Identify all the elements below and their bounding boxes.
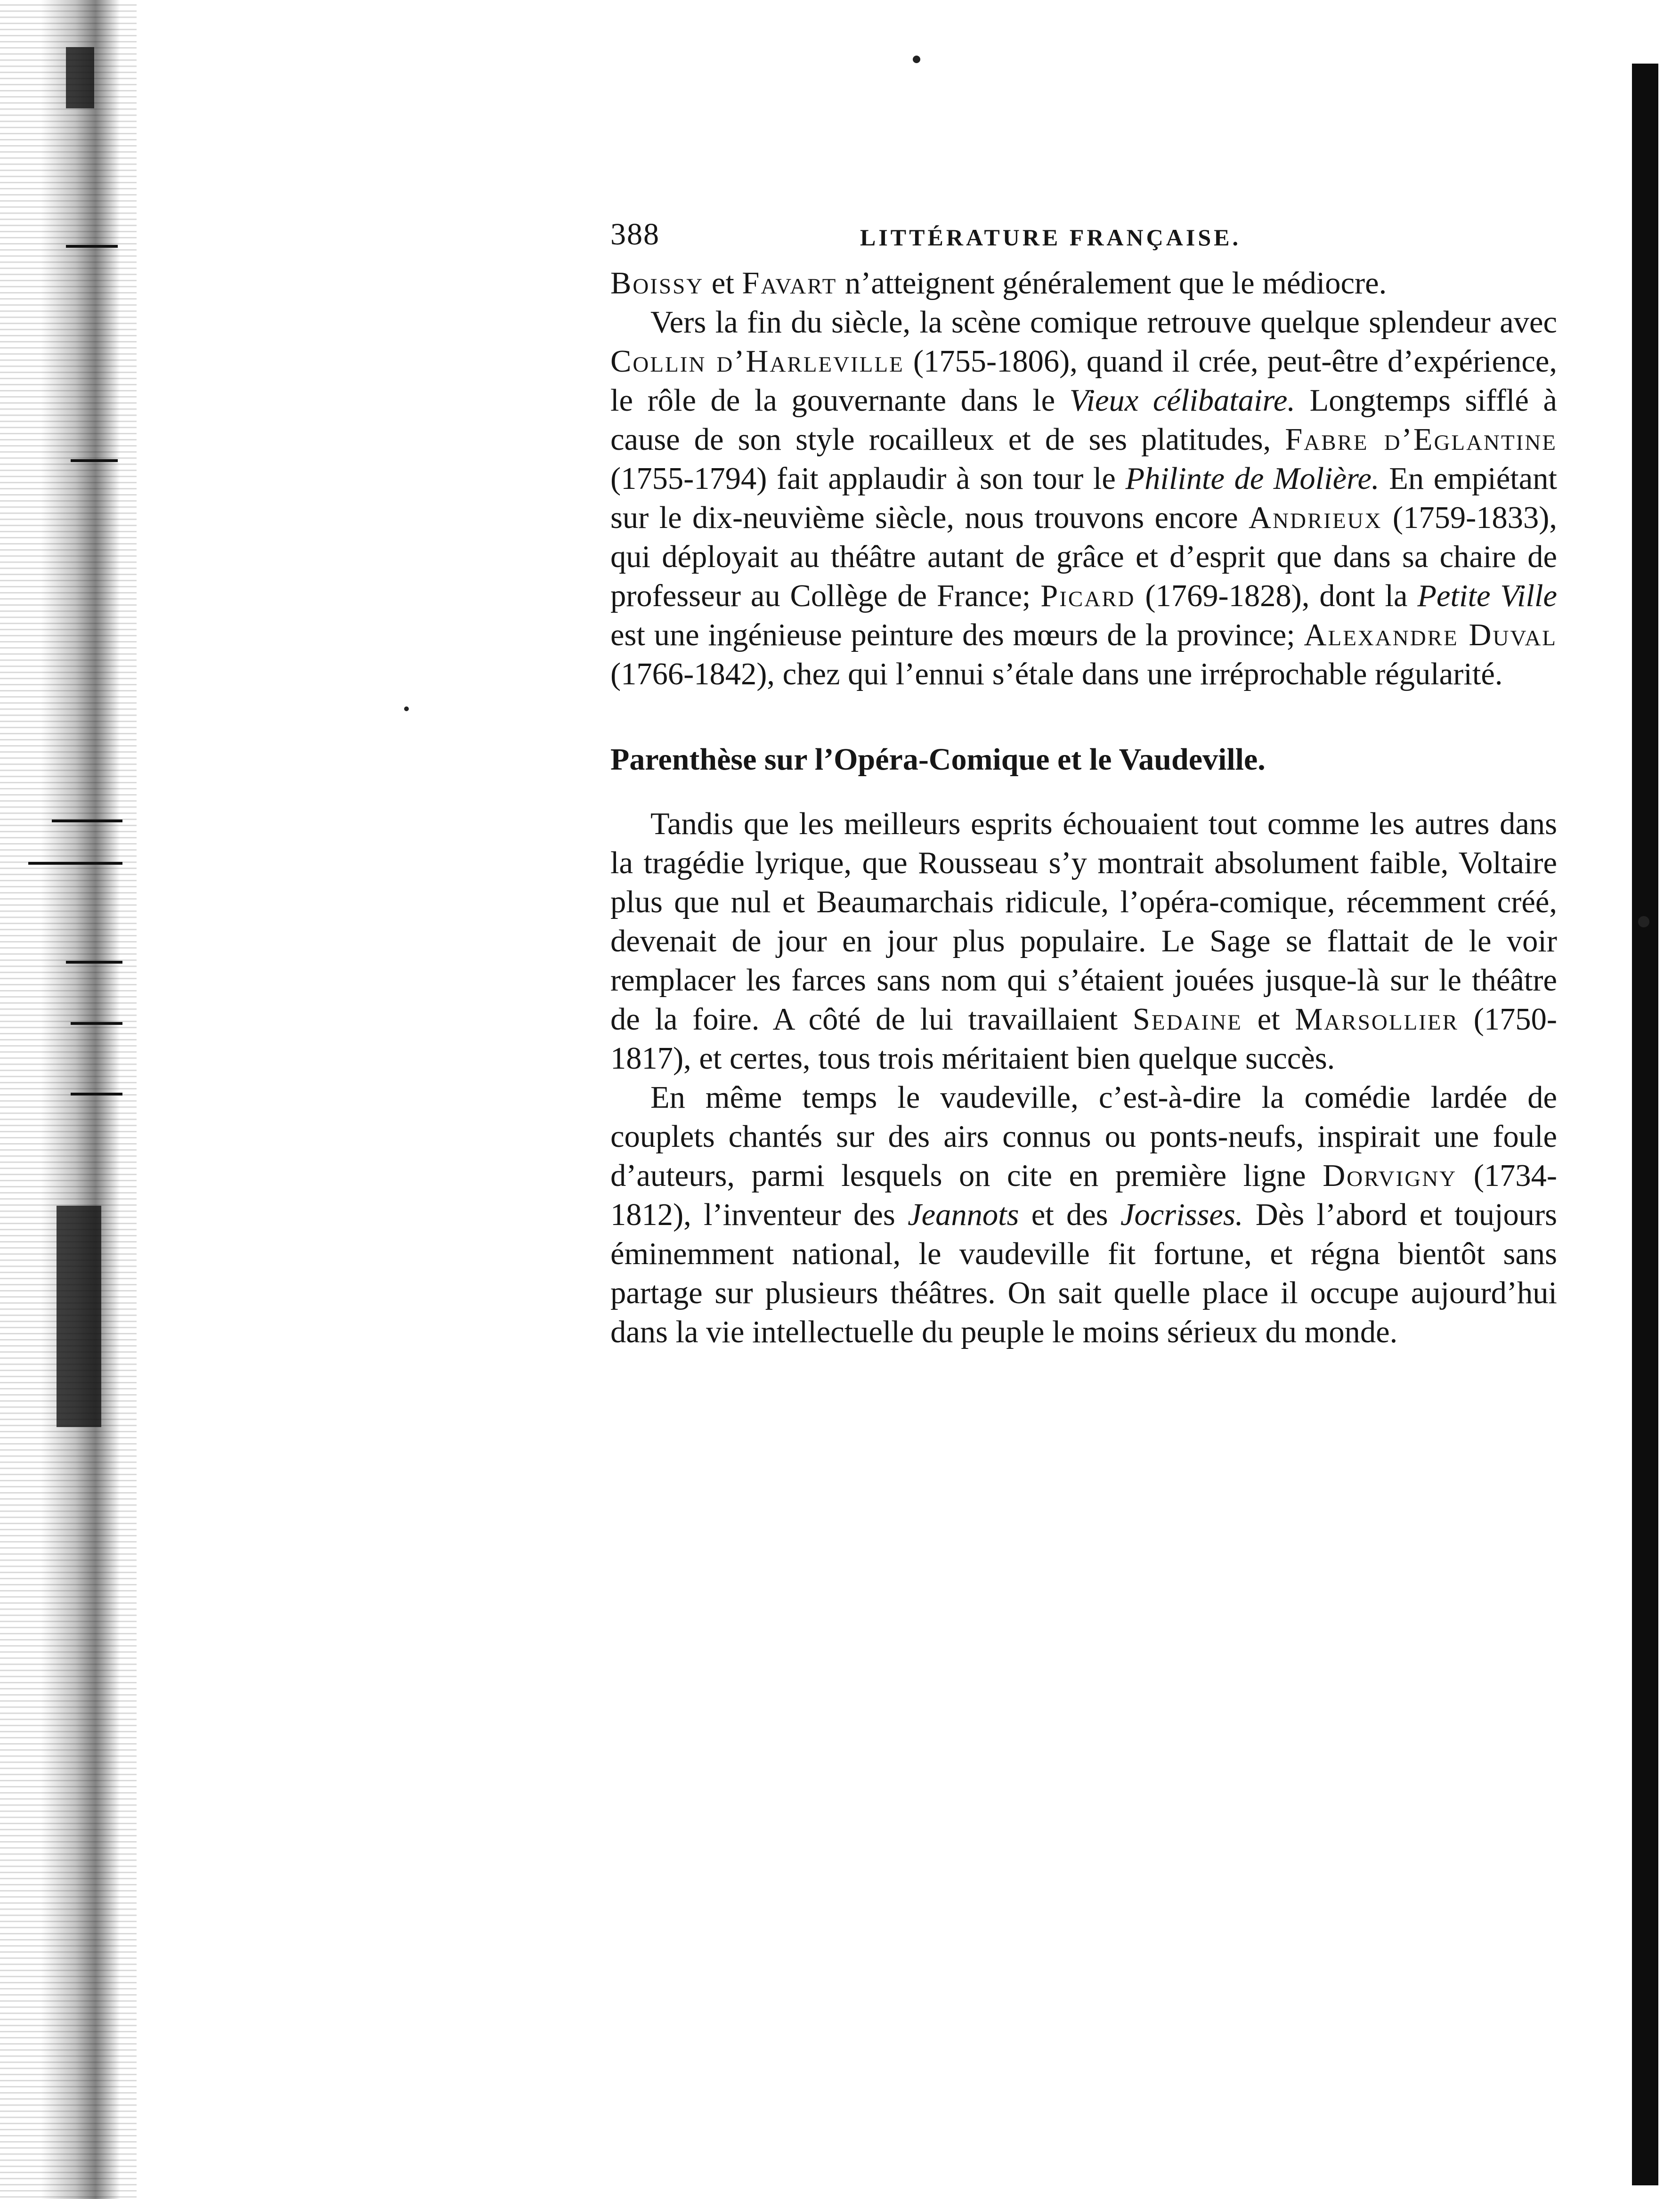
text: Longtemps sifflé à cause de son style rocailleux et de ses platitudes, <box>610 383 1557 457</box>
scan-speck <box>1638 916 1649 927</box>
scan-tick <box>71 1022 122 1025</box>
author-name: Andrieux <box>1249 501 1382 535</box>
scan-tick <box>28 862 122 865</box>
scan-tick <box>66 961 122 964</box>
author-name: Fabre d’Eglantine <box>1285 422 1557 457</box>
page-number: 388 <box>610 217 660 252</box>
book-page <box>610 207 1557 1352</box>
work-title: Jeannots <box>908 1198 1019 1232</box>
scan-speck <box>913 56 920 63</box>
text: (1734-1812), l’inventeur des <box>610 1159 1557 1232</box>
scan-shadow <box>66 47 94 108</box>
text: (1755-1806), quand il crée, peut-être d’expérience, le rôle de la gouvernante dans le <box>610 344 1557 418</box>
author-name: Picard <box>1040 579 1136 613</box>
text: (1759-1833), qui déployait au théâtre autant de grâce et d’esprit que dans sa chaire de professeur au Collège de France; <box>610 501 1557 613</box>
text: et des <box>1019 1198 1120 1232</box>
text: (1766-1842), chez qui l’ennui s’étale dans une irréprochable régularité. <box>610 657 1503 691</box>
text: (1750-1817), et certes, tous trois méritaient bien quelque succès. <box>610 1002 1557 1076</box>
paragraph-1 <box>610 264 1557 303</box>
scan-tick <box>71 459 118 462</box>
section-heading: Parenthèse sur l’Opéra-Comique et le Vaudeville. <box>610 742 1266 777</box>
scan-margin-left <box>0 0 137 2199</box>
text: Dès l’abord et toujours éminemment national, le vaudeville fit fortune, et régna bientôt sans partage sur plusieurs théâtres. On sait quelle place il occupe aujourd’hui dans la vie intellectuelle du peuple le moins sérieux du monde. <box>610 1198 1558 1349</box>
scan-shadow <box>57 1206 101 1427</box>
scan-tick <box>66 245 118 248</box>
paragraph-4 <box>610 1078 1557 1352</box>
text: En empiétant sur le dix-neuvième siècle, nous trouvons encore <box>610 462 1557 535</box>
scan-tick <box>71 1093 122 1095</box>
text: est une ingénieuse peinture des mœurs de la province; <box>610 618 1304 652</box>
text: Vers la fin du siècle, la scène comique retrouve quelque splendeur avec <box>650 305 1557 340</box>
scan-tick <box>52 820 122 822</box>
author-name: Collin d’Harleville <box>610 344 904 379</box>
scan-speck <box>404 706 409 711</box>
page-header <box>610 207 1557 264</box>
author-name: Alexandre Duval <box>1304 618 1557 652</box>
work-title: Jocrisses. <box>1120 1198 1243 1232</box>
paragraph-2 <box>610 303 1557 694</box>
author-name: Sedaine <box>1132 1002 1242 1037</box>
work-title: Vieux célibataire. <box>1069 383 1296 418</box>
text: En même temps le vaudeville, c’est-à-dire la comédie lardée de couplets chantés sur des airs connus ou ponts-neufs, inspirait une foule d’auteurs, parmi lesquels on cite en première ligne <box>610 1080 1557 1193</box>
work-title: Petite Ville <box>1417 579 1557 613</box>
text: et <box>1242 1002 1295 1037</box>
running-title: LITTÉRATURE FRANÇAISE. <box>860 224 1241 251</box>
author-name: Favart <box>742 266 837 300</box>
author-name: Dorvigny <box>1323 1159 1457 1193</box>
text: n’atteignent généralement que le médiocre. <box>837 266 1387 300</box>
author-name: Marsollier <box>1295 1002 1459 1037</box>
text: et <box>704 266 742 300</box>
scan-margin-right <box>1632 64 1658 2185</box>
text: (1755-1794) fait applaudir à son tour le <box>610 462 1126 496</box>
text: Tandis que les meilleurs esprits échouaient tout comme les autres dans la tragédie lyrique, que Rousseau s’y montrait absolument faible, Voltaire plus que nul et Beaumarchais ridicule, l’opéra-comique, récemment créé, devenait de jour en jour plus populaire. Le Sage se flattait de le voir remplacer les farces sans nom qui s’étaient jouées jusque-là sur le théâtre de la foire. A côté de lui travaillaient <box>610 807 1557 1037</box>
author-name: Boissy <box>610 266 704 300</box>
text: (1769-1828), dont la <box>1135 579 1418 613</box>
paragraph-3 <box>610 804 1557 1078</box>
work-title: Philinte de Molière. <box>1125 462 1380 496</box>
